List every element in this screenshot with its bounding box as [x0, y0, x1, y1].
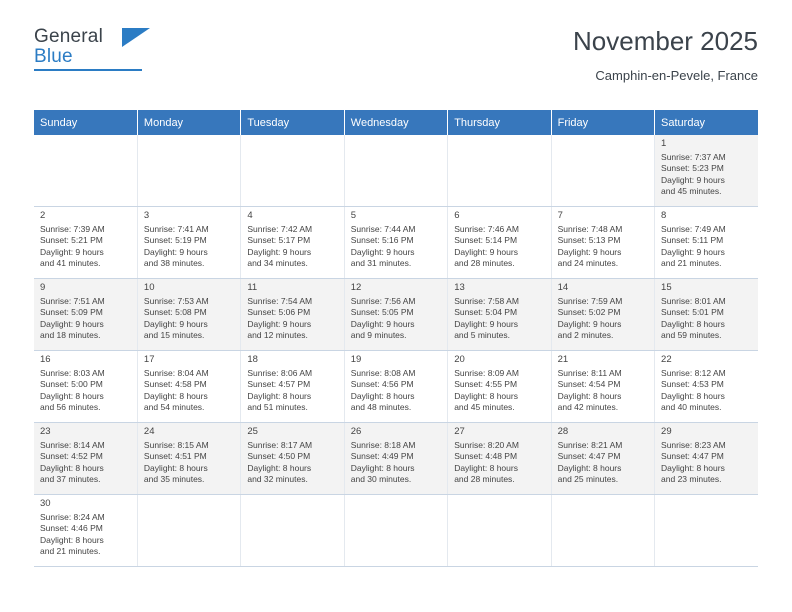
- day-detail-line: and 42 minutes.: [557, 402, 619, 413]
- day-detail-line: Sunset: 4:50 PM: [247, 451, 311, 462]
- day-detail-line: and 41 minutes.: [40, 258, 101, 269]
- calendar-day-cell: [344, 279, 447, 351]
- day-detail-line: Sunset: 5:06 PM: [247, 307, 311, 318]
- day-detail-line: Daylight: 9 hours: [40, 318, 104, 329]
- day-detail-line: Daylight: 8 hours: [661, 390, 725, 401]
- weekday-header-sunday: Sunday: [34, 110, 137, 135]
- weekday-header-saturday: Saturday: [655, 110, 758, 135]
- day-detail-line: Sunset: 4:57 PM: [247, 379, 311, 390]
- day-detail-line: Sunrise: 7:44 AM: [350, 223, 416, 234]
- day-number: 21: [557, 354, 569, 365]
- day-detail-line: Daylight: 8 hours: [40, 534, 104, 545]
- day-number: 19: [350, 354, 362, 365]
- day-detail-line: and 21 minutes.: [661, 258, 722, 269]
- day-number: 28: [557, 426, 569, 437]
- day-detail-line: Sunrise: 8:20 AM: [454, 439, 519, 450]
- day-detail-line: Sunset: 5:21 PM: [40, 235, 103, 246]
- day-detail-line: Sunrise: 8:23 AM: [661, 439, 726, 450]
- day-number: 9: [40, 282, 46, 293]
- calendar-day-cell: [655, 423, 758, 495]
- day-detail-line: Daylight: 9 hours: [661, 174, 725, 185]
- logo-text-blue: Blue: [34, 46, 73, 67]
- day-detail-line: Sunset: 4:52 PM: [40, 451, 103, 462]
- calendar-week-row: [34, 423, 758, 495]
- day-detail-line: and 56 minutes.: [40, 402, 101, 413]
- calendar-day-cell: [655, 135, 758, 207]
- day-detail-line: and 51 minutes.: [247, 402, 308, 413]
- day-detail-line: Sunset: 5:13 PM: [557, 235, 621, 246]
- location-subtitle: Camphin-en-Pevele, France: [595, 68, 758, 83]
- logo-flag-icon: [122, 28, 150, 47]
- day-detail-line: and 37 minutes.: [40, 474, 101, 485]
- calendar-day-cell: [344, 423, 447, 495]
- weekday-header-monday: Monday: [137, 110, 240, 135]
- calendar-cell-empty: [655, 495, 758, 567]
- day-number: 12: [350, 282, 362, 293]
- day-detail-line: and 5 minutes.: [454, 330, 510, 341]
- day-detail-line: Sunrise: 7:58 AM: [454, 295, 519, 306]
- page-header: [34, 0, 758, 98]
- day-detail-line: and 28 minutes.: [454, 258, 515, 269]
- calendar-cell-empty: [34, 135, 137, 207]
- calendar-week-row: [34, 135, 758, 207]
- day-detail-line: Sunrise: 7:42 AM: [247, 223, 313, 234]
- page-title: November 2025: [573, 26, 758, 56]
- day-detail-line: Sunrise: 8:12 AM: [661, 367, 726, 378]
- day-number: 6: [454, 210, 460, 221]
- day-number: 10: [143, 282, 155, 293]
- calendar-day-cell: [448, 423, 551, 495]
- day-detail-line: Daylight: 8 hours: [40, 462, 104, 473]
- day-detail-line: Daylight: 8 hours: [350, 462, 415, 473]
- day-detail-line: Daylight: 8 hours: [661, 318, 725, 329]
- day-number: 13: [454, 282, 465, 293]
- day-detail-line: Sunrise: 8:04 AM: [143, 367, 209, 378]
- day-detail-line: Sunrise: 8:03 AM: [40, 367, 105, 378]
- day-detail-line: and 15 minutes.: [143, 330, 205, 341]
- day-detail-line: and 9 minutes.: [350, 330, 407, 341]
- calendar-day-cell: [241, 207, 344, 279]
- day-number: 29: [661, 426, 672, 437]
- day-number: 2: [40, 210, 46, 221]
- day-detail-line: Daylight: 9 hours: [350, 246, 415, 257]
- day-detail-line: Sunset: 4:58 PM: [143, 379, 207, 390]
- weekday-header-wednesday: Wednesday: [344, 110, 447, 135]
- calendar-day-cell: [655, 279, 758, 351]
- day-detail-line: Sunset: 4:56 PM: [350, 379, 414, 390]
- day-detail-line: Sunrise: 8:17 AM: [247, 439, 313, 450]
- day-detail-line: Sunset: 5:16 PM: [350, 235, 414, 246]
- day-detail-line: and 45 minutes.: [454, 402, 515, 413]
- day-detail-line: Sunset: 4:48 PM: [454, 451, 518, 462]
- day-detail-line: and 28 minutes.: [454, 474, 515, 485]
- calendar-day-cell: [551, 207, 654, 279]
- day-detail-line: Sunrise: 8:15 AM: [143, 439, 209, 450]
- day-number: 4: [247, 210, 253, 221]
- day-detail-line: Sunset: 5:02 PM: [557, 307, 621, 318]
- calendar-week-row: [34, 351, 758, 423]
- calendar-day-cell: [241, 279, 344, 351]
- calendar-cell-empty: [551, 135, 654, 207]
- day-number: 30: [40, 498, 51, 509]
- calendar-day-cell: [448, 279, 551, 351]
- title-block: [573, 26, 758, 83]
- day-detail-line: Sunrise: 7:37 AM: [661, 151, 726, 162]
- day-detail-line: and 23 minutes.: [661, 474, 722, 485]
- day-detail-line: Daylight: 9 hours: [40, 246, 104, 257]
- day-detail-line: and 24 minutes.: [557, 258, 619, 269]
- sunrise-sunset-calendar: [34, 110, 758, 567]
- day-number: 20: [454, 354, 465, 365]
- day-number: 14: [557, 282, 569, 293]
- day-detail-line: Daylight: 8 hours: [247, 390, 312, 401]
- calendar-cell-empty: [448, 495, 551, 567]
- day-detail-line: Sunset: 5:23 PM: [661, 163, 724, 174]
- day-detail-line: and 35 minutes.: [143, 474, 205, 485]
- day-detail-line: Sunset: 4:55 PM: [454, 379, 518, 390]
- day-detail-line: Sunrise: 7:53 AM: [143, 295, 209, 306]
- day-detail-line: Daylight: 8 hours: [247, 462, 312, 473]
- day-detail-line: Daylight: 8 hours: [557, 390, 622, 401]
- day-number: 17: [143, 354, 155, 365]
- day-number: 5: [350, 210, 357, 221]
- day-detail-line: Sunset: 4:53 PM: [661, 379, 724, 390]
- day-number: 1: [661, 138, 667, 149]
- calendar-cell-empty: [137, 495, 240, 567]
- day-detail-line: Sunrise: 7:56 AM: [350, 295, 416, 306]
- day-detail-line: Sunset: 4:47 PM: [661, 451, 724, 462]
- calendar-day-cell: [137, 279, 240, 351]
- calendar-day-cell: [137, 423, 240, 495]
- calendar-day-cell: [655, 351, 758, 423]
- day-detail-line: Sunrise: 7:54 AM: [247, 295, 313, 306]
- calendar-cell-empty: [551, 495, 654, 567]
- day-detail-line: Sunset: 4:54 PM: [557, 379, 621, 390]
- day-detail-line: Sunset: 4:49 PM: [350, 451, 414, 462]
- day-detail-line: Daylight: 8 hours: [143, 390, 208, 401]
- day-detail-line: and 30 minutes.: [350, 474, 412, 485]
- calendar-day-cell: [34, 351, 137, 423]
- calendar-day-cell: [448, 351, 551, 423]
- calendar-day-cell: [241, 423, 344, 495]
- day-number: 15: [661, 282, 672, 293]
- calendar-body: [34, 135, 758, 567]
- day-detail-line: Daylight: 9 hours: [247, 246, 312, 257]
- day-detail-line: Daylight: 8 hours: [557, 462, 622, 473]
- day-detail-line: Daylight: 9 hours: [557, 246, 622, 257]
- day-detail-line: Daylight: 9 hours: [454, 318, 518, 329]
- day-detail-line: Sunset: 5:00 PM: [40, 379, 103, 390]
- calendar-cell-empty: [344, 495, 447, 567]
- day-number: 24: [143, 426, 155, 437]
- day-number: 27: [454, 426, 465, 437]
- day-detail-line: Sunset: 5:19 PM: [143, 235, 207, 246]
- day-detail-line: and 12 minutes.: [247, 330, 308, 341]
- day-detail-line: Daylight: 8 hours: [661, 462, 725, 473]
- day-detail-line: Sunset: 5:04 PM: [454, 307, 518, 318]
- calendar-cell-empty: [241, 495, 344, 567]
- day-detail-line: Daylight: 8 hours: [454, 462, 518, 473]
- day-detail-line: Daylight: 9 hours: [557, 318, 622, 329]
- day-detail-line: Sunrise: 7:51 AM: [40, 295, 105, 306]
- day-detail-line: and 2 minutes.: [557, 330, 614, 341]
- day-detail-line: Daylight: 9 hours: [661, 246, 725, 257]
- day-detail-line: Sunrise: 8:24 AM: [40, 511, 105, 522]
- day-detail-line: Sunrise: 8:01 AM: [661, 295, 726, 306]
- calendar-week-row: [34, 207, 758, 279]
- day-detail-line: and 25 minutes.: [557, 474, 619, 485]
- day-number: 22: [661, 354, 672, 365]
- calendar-day-cell: [34, 423, 137, 495]
- day-detail-line: Sunset: 5:11 PM: [661, 235, 724, 246]
- day-detail-line: Sunrise: 7:48 AM: [557, 223, 623, 234]
- day-detail-line: Sunset: 5:17 PM: [247, 235, 311, 246]
- day-detail-line: and 21 minutes.: [40, 546, 101, 557]
- calendar-day-cell: [448, 207, 551, 279]
- day-detail-line: Sunrise: 7:39 AM: [40, 223, 105, 234]
- day-detail-line: Daylight: 9 hours: [247, 318, 312, 329]
- calendar-day-cell: [551, 279, 654, 351]
- day-detail-line: and 38 minutes.: [143, 258, 205, 269]
- day-detail-line: Daylight: 8 hours: [350, 390, 415, 401]
- calendar-week-row: [34, 279, 758, 351]
- calendar-day-cell: [137, 207, 240, 279]
- calendar-cell-empty: [241, 135, 344, 207]
- day-detail-line: and 18 minutes.: [40, 330, 101, 341]
- calendar-day-cell: [655, 207, 758, 279]
- general-blue-logo: [34, 26, 154, 67]
- calendar-day-cell: [551, 423, 654, 495]
- day-detail-line: and 59 minutes.: [661, 330, 722, 341]
- day-detail-line: Sunset: 5:09 PM: [40, 307, 103, 318]
- calendar-day-cell: [551, 351, 654, 423]
- day-detail-line: Sunset: 5:08 PM: [143, 307, 207, 318]
- day-detail-line: Sunrise: 8:18 AM: [350, 439, 416, 450]
- day-detail-line: Sunset: 5:14 PM: [454, 235, 518, 246]
- day-detail-line: Daylight: 9 hours: [350, 318, 415, 329]
- calendar-week-row: [34, 495, 758, 567]
- calendar-day-cell: [34, 495, 137, 567]
- day-number: 25: [247, 426, 258, 437]
- day-detail-line: Sunset: 4:46 PM: [40, 523, 103, 534]
- day-detail-line: and 48 minutes.: [350, 402, 412, 413]
- day-detail-line: Daylight: 8 hours: [454, 390, 518, 401]
- day-detail-line: Sunrise: 8:21 AM: [557, 439, 623, 450]
- day-detail-line: Sunset: 5:01 PM: [661, 307, 724, 318]
- day-detail-line: Sunset: 4:51 PM: [143, 451, 207, 462]
- calendar-day-cell: [137, 351, 240, 423]
- calendar-day-cell: [344, 351, 447, 423]
- day-number: 26: [350, 426, 362, 437]
- calendar-day-cell: [241, 351, 344, 423]
- calendar-day-cell: [344, 207, 447, 279]
- day-detail-line: Sunrise: 8:09 AM: [454, 367, 519, 378]
- day-number: 7: [557, 210, 563, 221]
- day-number: 11: [247, 282, 258, 293]
- day-detail-line: Sunrise: 7:49 AM: [661, 223, 726, 234]
- day-detail-line: and 54 minutes.: [143, 402, 205, 413]
- day-detail-line: Sunrise: 8:14 AM: [40, 439, 105, 450]
- calendar-day-cell: [34, 279, 137, 351]
- day-number: 23: [40, 426, 51, 437]
- day-detail-line: and 40 minutes.: [661, 402, 722, 413]
- calendar-cell-empty: [448, 135, 551, 207]
- day-detail-line: and 31 minutes.: [350, 258, 412, 269]
- day-detail-line: Daylight: 9 hours: [143, 246, 208, 257]
- day-detail-line: Daylight: 9 hours: [454, 246, 518, 257]
- day-detail-line: and 34 minutes.: [247, 258, 308, 269]
- day-detail-line: Sunrise: 8:06 AM: [247, 367, 313, 378]
- day-detail-line: Sunrise: 8:11 AM: [557, 367, 622, 378]
- day-number: 8: [661, 210, 667, 221]
- weekday-header-thursday: Thursday: [448, 110, 551, 135]
- day-detail-line: Daylight: 8 hours: [143, 462, 208, 473]
- day-detail-line: Sunset: 5:05 PM: [350, 307, 414, 318]
- day-detail-line: Daylight: 9 hours: [143, 318, 208, 329]
- day-number: 3: [143, 210, 150, 221]
- weekday-header-tuesday: Tuesday: [241, 110, 344, 135]
- day-number: 18: [247, 354, 258, 365]
- calendar-cell-empty: [344, 135, 447, 207]
- weekday-header-row: [34, 110, 758, 135]
- day-detail-line: Sunrise: 7:46 AM: [454, 223, 519, 234]
- day-detail-line: and 32 minutes.: [247, 474, 308, 485]
- logo-text-general: General: [34, 26, 103, 47]
- day-detail-line: Sunset: 4:47 PM: [557, 451, 621, 462]
- day-detail-line: and 45 minutes.: [661, 186, 722, 197]
- day-detail-line: Sunrise: 7:41 AM: [143, 223, 209, 234]
- day-detail-line: Sunrise: 7:59 AM: [557, 295, 623, 306]
- logo-underline: [34, 69, 142, 71]
- calendar-day-cell: [34, 207, 137, 279]
- day-detail-line: Sunrise: 8:08 AM: [350, 367, 416, 378]
- day-detail-line: Daylight: 8 hours: [40, 390, 104, 401]
- day-number: 16: [40, 354, 51, 365]
- weekday-header-friday: Friday: [551, 110, 654, 135]
- calendar-cell-empty: [137, 135, 240, 207]
